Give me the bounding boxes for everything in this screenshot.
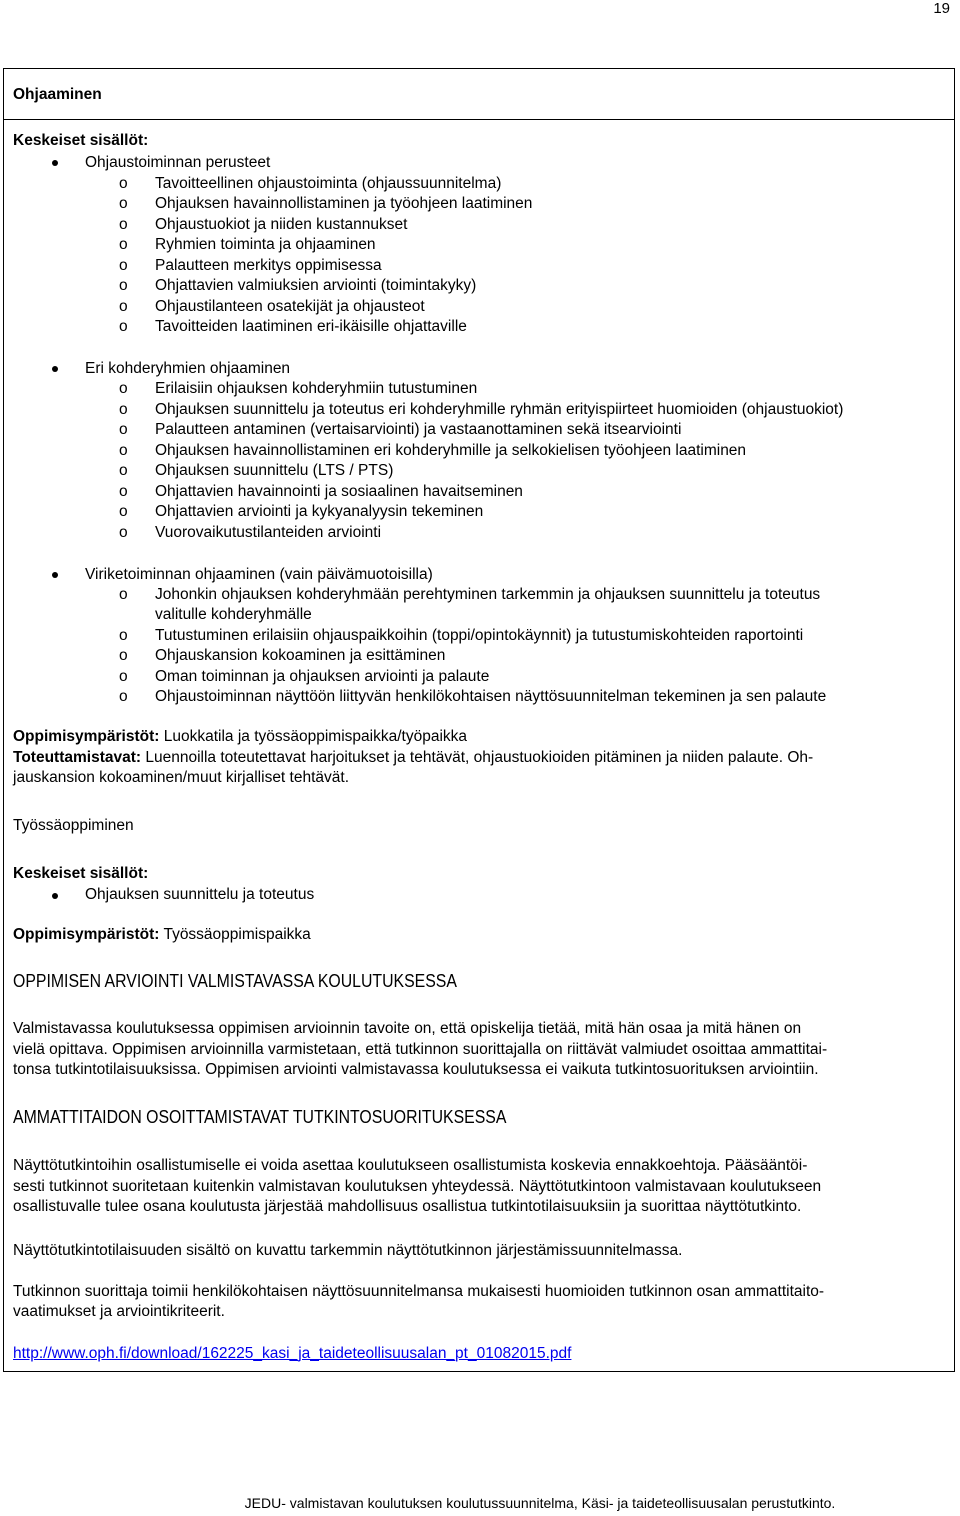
env-value: Luokkatila ja työssäoppimispaikka/työpaikka — [163, 728, 468, 745]
paragraph-line: Näyttötutkintoihin osallistumiselle ei voida asettaa koulutukseen osallistumista koskevia ennakkoehtoja. Pääsääntöi- — [13, 1157, 808, 1174]
bullet-icon — [52, 572, 58, 578]
hollow-bullet-icon: o — [119, 277, 128, 294]
key-contents-label: Keskeiset sisällöt: — [13, 865, 149, 882]
hollow-bullet-icon: o — [119, 524, 128, 541]
list-item: Ohjauksen havainnollistaminen ja työohjeen laatiminen — [155, 195, 533, 212]
hollow-bullet-icon: o — [119, 483, 128, 500]
env-value: Työssäoppimispaikka — [163, 926, 311, 943]
methods-value-line2: jauskansion kokoaminen/muut kirjalliset tehtävät. — [13, 769, 350, 786]
hollow-bullet-icon: o — [119, 668, 128, 685]
hollow-bullet-icon: o — [119, 318, 128, 335]
hollow-bullet-icon: o — [119, 195, 128, 212]
list-item: Erilaisiin ohjauksen kohderyhmiin tutustuminen — [155, 380, 478, 397]
env-label: Oppimisympäristöt: — [13, 926, 160, 943]
section-title-tyossaoppiminen: Työssäoppiminen — [13, 817, 134, 834]
paragraph-line: sesti tutkinnot suoritetaan kuitenkin valmistavan koulutuksen yhteydessä. Näyttötutkintoon valmistavaan koulutukseen — [13, 1178, 822, 1195]
list-item: Ohjaustuokiot ja niiden kustannukset — [155, 216, 408, 233]
list-item: Ohjattavien havainnointi ja sosiaalinen havaitseminen — [155, 483, 523, 500]
hollow-bullet-icon: o — [119, 175, 128, 192]
paragraph-line: vaatimukset ja arviointikriteerit. — [13, 1303, 225, 1320]
page-footer: JEDU- valmistavan koulutuksen koulutussuunnitelma, Käsi- ja taideteollisuusalan perustutkinto. — [244, 1495, 836, 1511]
hollow-bullet-icon: o — [119, 236, 128, 253]
table-header-row — [4, 69, 954, 120]
hollow-bullet-icon: o — [119, 586, 128, 603]
list-item: Ohjauksen havainnollistaminen eri kohderyhmille ja selkokielisen työohjeen laatiminen — [155, 442, 747, 459]
list-item: Ohjaustoiminnan näyttöön liittyvän henkilökohtaisen näyttösuunnitelman tekeminen ja sen palaute — [155, 688, 827, 705]
implementation-methods — [13, 748, 813, 768]
hollow-bullet-icon: o — [119, 421, 128, 438]
heading-demonstration: AMMATTITAIDON OSOITTAMISTAVAT TUTKINTOSUORITUKSESSA — [13, 1107, 507, 1127]
hollow-bullet-icon: o — [119, 442, 128, 459]
paragraph-line: Näyttötutkintotilaisuuden sisältö on kuvattu tarkemmin näyttötutkinnon järjestämissuunnitelmassa. — [13, 1242, 683, 1259]
document-link-wrapper — [13, 1344, 571, 1364]
methods-value: Luennoilla toteutettavat harjoitukset ja tehtävät, ohjaustuokioiden pitäminen ja niiden palaute. Oh- — [145, 749, 814, 766]
group-title: Viriketoiminnan ohjaaminen (vain päivämuotoisilla) — [85, 566, 433, 583]
paragraph-line: Valmistavassa koulutuksessa oppimisen arvioinnin tavoite on, että opiskelija tietää, mitä hän osaa ja mitä hänen on — [13, 1020, 802, 1037]
group-title: Ohjaustoiminnan perusteet — [85, 154, 271, 171]
list-item: Tavoitteellinen ohjaustoiminta (ohjaussuunnitelma) — [155, 175, 502, 192]
bullet-icon — [52, 893, 58, 899]
learning-environments — [13, 925, 311, 945]
content-table — [3, 68, 955, 1372]
bullet-icon — [52, 366, 58, 372]
paragraph-line: tonsa tutkintotilaisuuksissa. Oppimisen arviointi valmistavassa koulutuksessa ei vaikuta tutkintosuorituksen arviointiin. — [13, 1061, 819, 1078]
list-item: Ryhmien toiminta ja ohjaaminen — [155, 236, 376, 253]
learning-environments — [13, 727, 467, 747]
section-title-ohjaaminen: Ohjaaminen — [13, 86, 102, 103]
list-item: Ohjauksen suunnittelu (LTS / PTS) — [155, 462, 394, 479]
hollow-bullet-icon: o — [119, 298, 128, 315]
hollow-bullet-icon: o — [119, 647, 128, 664]
list-item: Ohjauksen suunnittelu ja toteutus eri kohderyhmille ryhmän erityispiirteet huomioiden (ohjaustuokiot) — [155, 401, 844, 418]
page-number: 19 — [933, 0, 950, 17]
list-item: Ohjauskansion kokoaminen ja esittäminen — [155, 647, 446, 664]
methods-label: Toteuttamistavat: — [13, 749, 142, 766]
key-contents-label: Keskeiset sisällöt: — [13, 132, 149, 149]
group-title: Eri kohderyhmien ohjaaminen — [85, 360, 291, 377]
hollow-bullet-icon: o — [119, 257, 128, 274]
hollow-bullet-icon: o — [119, 462, 128, 479]
list-item: Palautteen merkitys oppimisessa — [155, 257, 382, 274]
hollow-bullet-icon: o — [119, 627, 128, 644]
hollow-bullet-icon: o — [119, 503, 128, 520]
heading-assessment: OPPIMISEN ARVIOINTI VALMISTAVASSA KOULUTUKSESSA — [13, 971, 457, 991]
paragraph-line: osallistuvalle tulee osana koulutusta järjestää mahdollisuus osallistua tutkintotilaisuuksiin ja suorittaa näyttötutkinto. — [13, 1198, 802, 1215]
paragraph-line: Tutkinnon suorittaja toimii henkilökohtaisen näyttösuunnitelmansa mukaisesti huomioiden tutkinnon osan ammattitaito- — [13, 1283, 825, 1300]
hollow-bullet-icon: o — [119, 380, 128, 397]
list-item: Oman toiminnan ja ohjauksen arviointi ja palaute — [155, 668, 490, 685]
document-link[interactable]: http://www.oph.fi/download/162225_kasi_ja_taideteollisuusalan_pt_01082015.pdf — [13, 1345, 572, 1362]
list-item: Vuorovaikutustilanteiden arviointi — [155, 524, 382, 541]
hollow-bullet-icon: o — [119, 216, 128, 233]
hollow-bullet-icon: o — [119, 688, 128, 705]
list-item: Ohjattavien arviointi ja kykyanalyysin tekeminen — [155, 503, 484, 520]
list-item: Ohjattavien valmiuksien arviointi (toimintakyky) — [155, 277, 477, 294]
hollow-bullet-icon: o — [119, 401, 128, 418]
env-label: Oppimisympäristöt: — [13, 728, 160, 745]
list-item: Tutustuminen erilaisiin ohjauspaikkoihin (toppi/opintokäynnit) ja tutustumiskohteiden raportointi — [155, 627, 804, 644]
bullet-icon — [52, 160, 58, 166]
list-item: Palautteen antaminen (vertaisarviointi) ja vastaanottaminen sekä itsearviointi — [155, 421, 682, 438]
list-item: Ohjaustilanteen osatekijät ja ohjausteot — [155, 298, 425, 315]
list-item-continuation: valitulle kohderyhmälle — [155, 606, 312, 623]
list-item: Tavoitteiden laatiminen eri-ikäisille ohjattaville — [155, 318, 467, 335]
paragraph-line: vielä opittava. Oppimisen arvioinnilla varmistetaan, että tutkinnon suorittajalla on riittävät valmiudet osoittaa ammattitai- — [13, 1041, 828, 1058]
list-item: Johonkin ohjauksen kohderyhmään perehtyminen tarkemmin ja ohjauksen suunnittelu ja toteutus — [155, 586, 821, 603]
list-item: Ohjauksen suunnittelu ja toteutus — [85, 886, 315, 903]
